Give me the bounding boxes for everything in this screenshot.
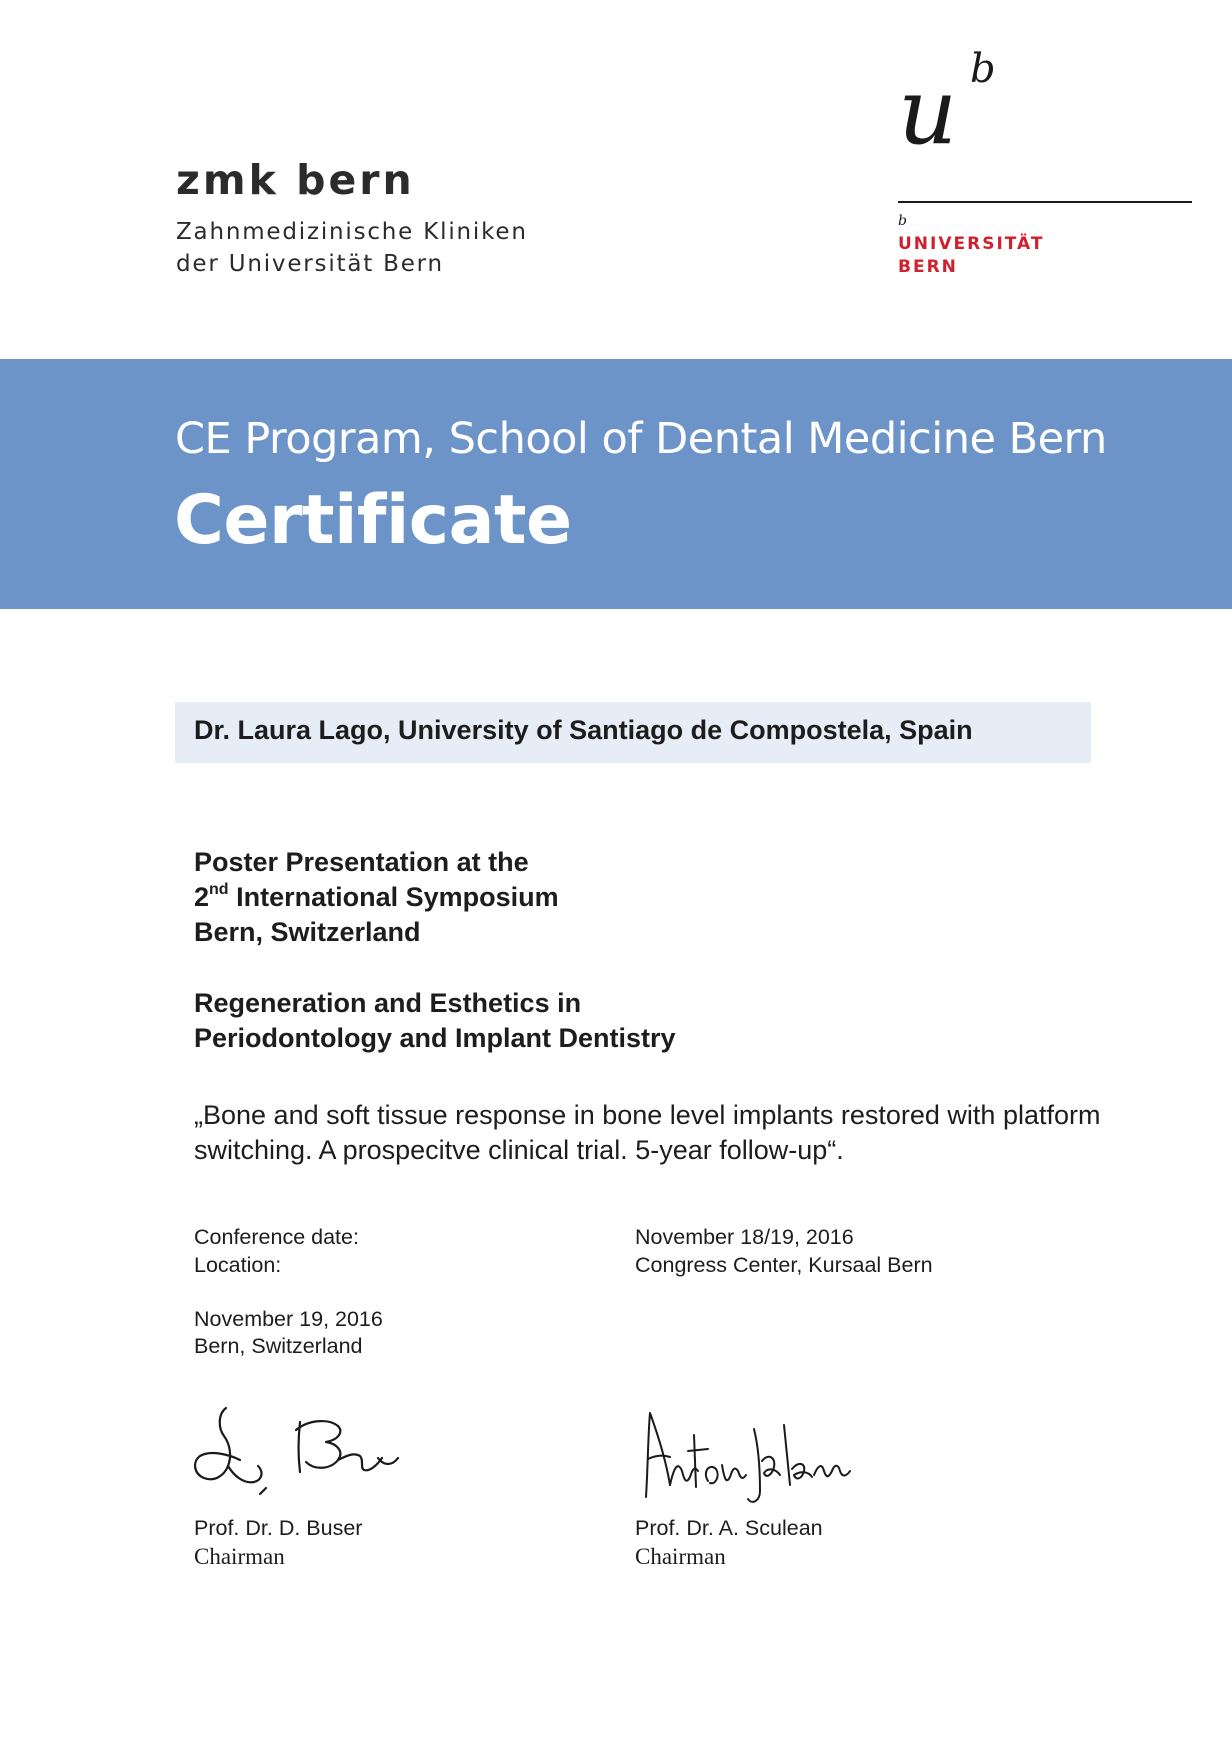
signatory-1-name: Prof. Dr. D. Buser	[194, 1516, 363, 1540]
topic-line2: Periodontology and Implant Dentistry	[194, 1023, 676, 1053]
issue-place: Bern, Switzerland	[194, 1334, 363, 1358]
certificate-title: Certificate	[174, 481, 572, 560]
conference-date-label: Conference date:	[194, 1225, 359, 1249]
poster-title-line2: switching. A prospecitve clinical trial. 5-year follow-up“.	[194, 1135, 844, 1165]
recipient-name: Dr. Laura Lago, University of Santiago de Compostela, Spain	[194, 715, 973, 745]
university-name-line1: UNIVERSITÄT	[898, 234, 1045, 254]
banner-subtitle: CE Program, School of Dental Medicine Bern	[175, 414, 1107, 464]
university-logo	[890, 40, 1030, 155]
university-name-line2: BERN	[898, 257, 958, 277]
symposium-number: 2	[194, 882, 210, 912]
issue-date: November 19, 2016	[194, 1307, 383, 1331]
signatory-2-role: Chairman	[635, 1544, 726, 1569]
location-label: Location:	[194, 1253, 282, 1277]
event-line2	[194, 881, 559, 912]
signature-buser	[188, 1400, 418, 1510]
org-title: zmk bern	[176, 156, 415, 204]
symposium-ordinal: nd	[209, 881, 229, 898]
signatory-2-name: Prof. Dr. A. Sculean	[635, 1516, 823, 1540]
event-line1: Poster Presentation at the	[194, 847, 529, 877]
topic-line1: Regeneration and Esthetics in	[194, 988, 582, 1018]
signatory-1-role: Chairman	[194, 1544, 285, 1569]
org-subtitle-line2: der Universität Bern	[176, 251, 444, 277]
logo-letter-b: b	[970, 46, 996, 92]
poster-title-line1: „Bone and soft tissue response in bone level implants restored with platform	[194, 1100, 1101, 1130]
signature-sculean	[636, 1405, 876, 1510]
logo-letter-u: u	[898, 58, 958, 155]
event-line3: Bern, Switzerland	[194, 917, 421, 947]
logo-small-b: b	[898, 213, 907, 229]
org-subtitle-line1: Zahnmedizinische Kliniken	[176, 219, 528, 245]
location-value: Congress Center, Kursaal Bern	[635, 1253, 933, 1277]
logo-divider	[898, 201, 1192, 203]
symposium-text: International Symposium	[228, 882, 559, 912]
conference-date-value: November 18/19, 2016	[635, 1225, 854, 1249]
